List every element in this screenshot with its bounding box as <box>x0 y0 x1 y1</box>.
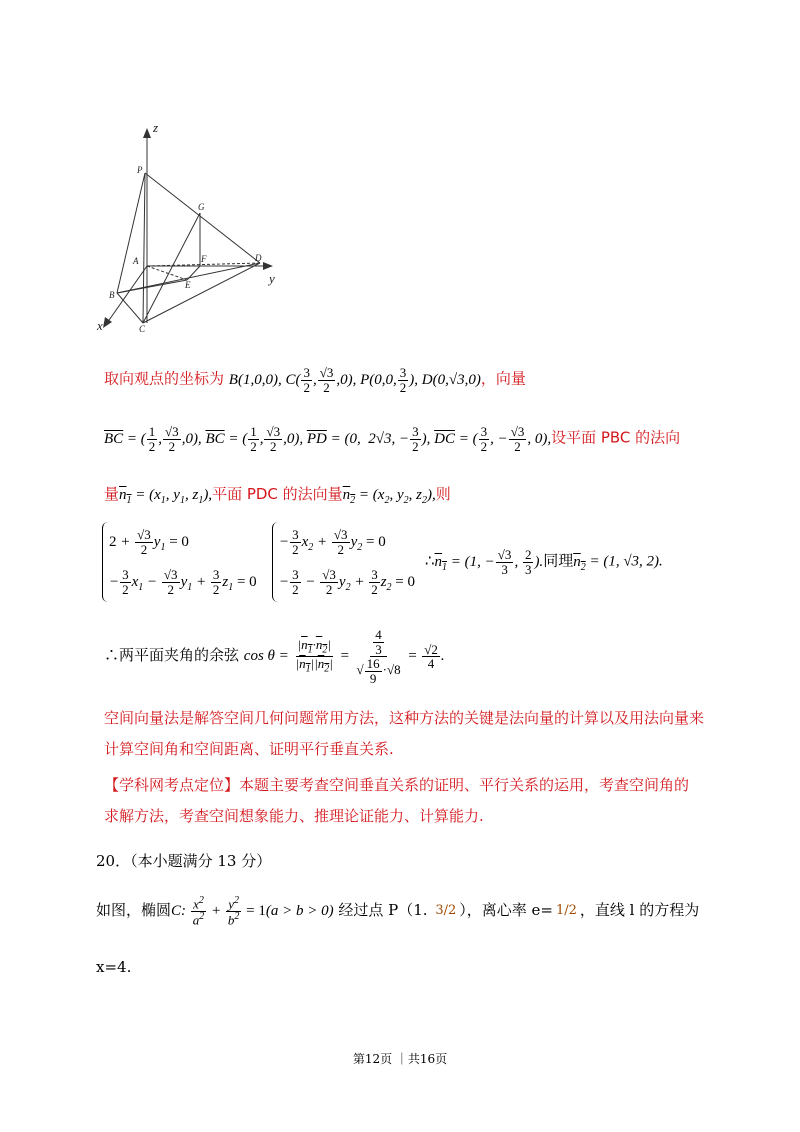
svg-text:B: B <box>109 290 115 300</box>
line-equation: x=4. <box>96 958 132 976</box>
normals-result: $\therefore n_1 = (1$, − $\frac{√3}{3}$ , $\frac{2}{3}$ ).同理$n_2 = (1$, √3, 2). <box>425 547 663 577</box>
exam-point-paragraph <box>104 770 704 832</box>
page-footer: 第12页 ｜共16页 <box>352 1052 448 1066</box>
system-1: 2 + $\frac{√3}{2}$ $y_1 = 0$ − $\frac{3}{2}$ $x_1$ − $\frac{√3}{2}$ $y_1$ + $\frac{3}{2}$ $z_1 = 0$ <box>102 522 257 602</box>
svg-text:P: P <box>137 165 143 175</box>
normals-line: 量$n_1 = (x_1$, $y_1$, $z_1$),平面 PDC 的法向量$n_2 = (x_2$, $y_2$, $z_2$),则 <box>104 485 451 506</box>
problem-20-header: 20．（本小题满分 13 分） <box>96 852 272 870</box>
svg-text:A: A <box>133 256 139 266</box>
svg-text:D: D <box>255 253 262 263</box>
svg-text:E: E <box>185 280 191 290</box>
system-2: − $\frac{3}{2}$ $x_2$ + $\frac{√3}{2}$ $y_2 = 0$ − $\frac{3}{2}$ − $\frac{√3}{2}$ $y_2$ + $\frac{3}{2}$ $z_2 = 0$ <box>272 522 415 602</box>
exam-point-tag: 【学科网考点定位】 <box>104 776 240 794</box>
svg-text:G: G <box>198 202 205 212</box>
problem-20-statement: 如图，椭圆C: $\frac{x^2}{a^2}$ + $\frac{y^2}{b^2}$ = 1(a > b > 0) 经过点 P（1. 3/2 ），离心率 e= 1/2 ，直线 l 的方程为 <box>96 895 700 928</box>
svg-text:F: F <box>201 254 207 264</box>
svg-text:C: C <box>139 324 146 333</box>
exam-point-text: 本题主要考查空间垂直关系的证明、平行关系的运用，考查空间角的求解方法，考查空间想象能力、推理论证能力、计算能力. <box>104 776 690 825</box>
coords-line: 取向观点的坐标为 B(1,0,0), C( $\frac{3}{2}$ , $\frac{√3}{2}$ ,0), P(0,0, $\frac{3}{2}$ ), D(0,√3,0)，向量 <box>104 365 526 395</box>
x-label: x <box>97 318 103 333</box>
z-label: z <box>153 120 159 135</box>
method-paragraph: 空间向量法是解答空间几何问题常用方法，这种方法的关键是法向量的计算以及用法向量来计算空间角和空间距离、证明平行垂直关系. <box>104 709 705 758</box>
cosine-line: ∴两平面夹角的余弦 cos θ = $\frac{|n_1\cdot n_2|}{|n_1||n_2|}$ = $\frac{4}{3}$ √ $\frac{16}{9}$ ·√8 = $\frac{√2}{4}$ . <box>104 627 445 686</box>
y-label: y <box>269 271 275 286</box>
vectors-line: $\overline{BC}$ = ( $\frac{1}{2}$ , $\frac{√3}{2}$ ,0), $\overline{BC}$ = ( $\frac{1}{2}$ , $\frac{√3}{2}$ ,0), $\overline{PD} = (0$, 2√3, − $\frac{3}{2}$ ), $\overline{DC}$ = ( $\frac{3}{2}$ , − $\frac{√3}{2}$ , 0),设平面 PBC 的法向 <box>104 424 681 454</box>
geometry-figure <box>95 118 295 333</box>
